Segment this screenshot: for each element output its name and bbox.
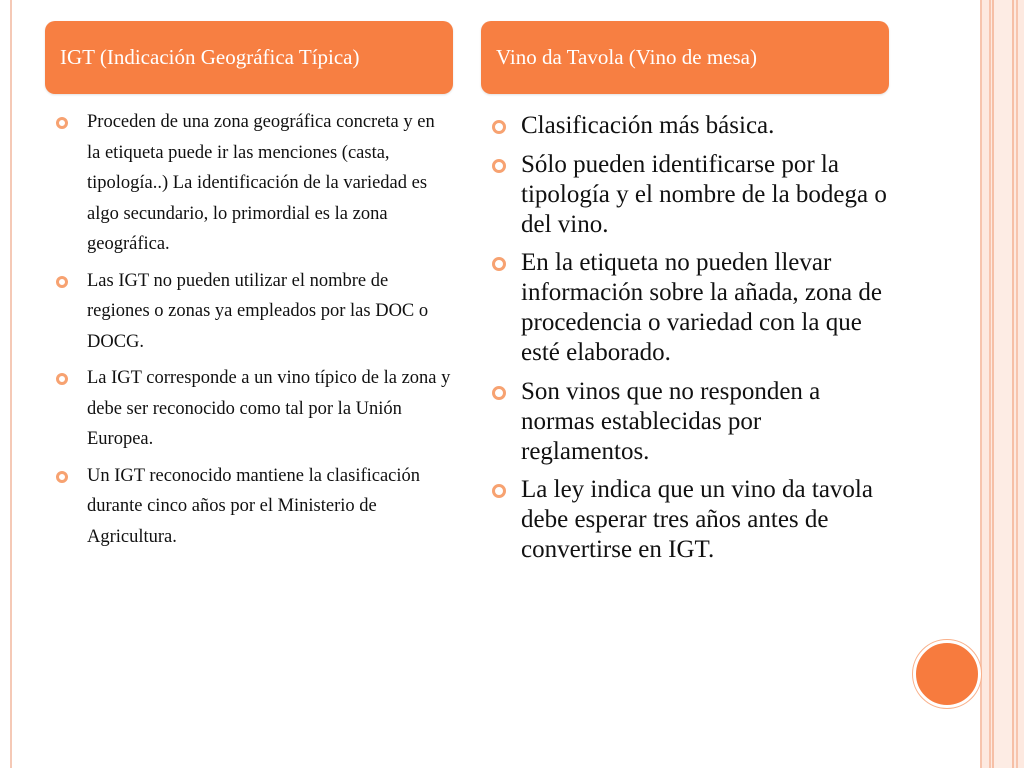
list-item [492, 150, 892, 240]
list-item-text: Sólo pueden identificarse por la tipología y el nombre de la bodega o del vino. [521, 150, 887, 238]
list-item [492, 475, 892, 565]
list-item [56, 461, 451, 553]
list-item-text: Clasificación más básica. [521, 112, 775, 139]
vino-da-tavola-header-text: Vino da Tavola (Vino de mesa) [496, 45, 757, 69]
list-item [56, 266, 451, 358]
decorative-circle [913, 640, 981, 708]
list-item [56, 107, 451, 260]
vino-da-tavola-bullet-list [492, 111, 892, 574]
list-item-text: En la etiqueta no pueden llevar información sobre la añada, zona de procedencia o variedad con la que esté elaborado. [521, 249, 882, 366]
list-item-text: Las IGT no pueden utilizar el nombre de regiones o zonas ya empleados por las DOC o DOCG. [87, 270, 429, 352]
list-item-text: La IGT corresponde a un vino típico de la zona y debe ser reconocido como tal por la Unión Europea. [87, 368, 451, 449]
igt-header-text: IGT (Indicación Geográfica Típica) [60, 45, 360, 69]
bullet-circle-icon [492, 386, 506, 400]
bullet-circle-icon [56, 373, 68, 385]
list-item [492, 111, 892, 141]
decorative-stripes [980, 0, 1024, 768]
list-item-text: Son vinos que no responden a normas establecidas por reglamentos. [521, 377, 821, 465]
bullet-circle-icon [492, 120, 506, 134]
bullet-circle-icon [56, 471, 68, 483]
bullet-circle-icon [492, 257, 506, 271]
list-item-text: Proceden de una zona geográfica concreta y en la etiqueta puede ir las menciones (casta, tipología..) La identificación de la variedad es algo secundario, lo primordial es la zona geográfica. [87, 112, 435, 254]
bullet-circle-icon [492, 159, 506, 173]
list-item-text: La ley indica que un vino da tavola debe esperar tres años antes de convertirse en IGT. [521, 476, 873, 563]
list-item-text: Un IGT reconocido mantiene la clasificación durante cinco años por el Ministerio de Agricultura. [87, 465, 421, 547]
igt-bullet-list [56, 107, 451, 558]
bullet-circle-icon [56, 117, 68, 129]
list-item [492, 248, 892, 368]
igt-column-header [45, 21, 453, 94]
list-item [492, 377, 892, 467]
bullet-circle-icon [56, 276, 68, 288]
decorative-stripe-light [992, 0, 1014, 768]
list-item [56, 363, 451, 455]
left-border-line [10, 0, 12, 768]
bullet-circle-icon [492, 484, 506, 498]
vino-da-tavola-column-header [481, 21, 889, 94]
